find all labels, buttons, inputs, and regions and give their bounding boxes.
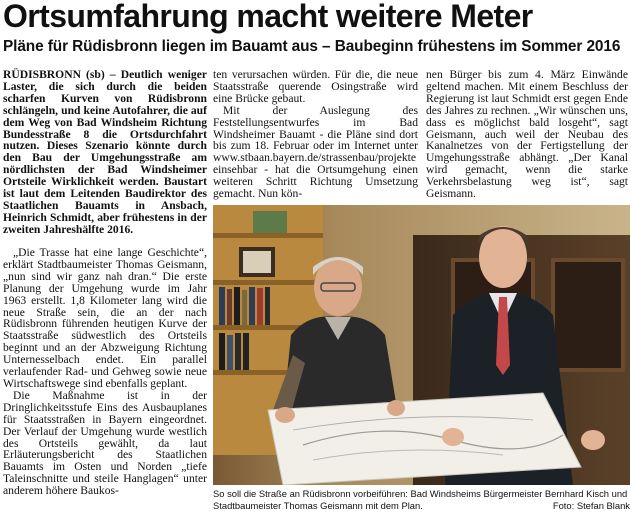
article-column-1-lead	[3, 69, 207, 236]
photo-illustration	[213, 205, 630, 485]
subheadline: Pläne für Rüdisbronn liegen im Bauamt aus – Baubeginn frühestens im Sommer 2016	[3, 38, 621, 55]
body-paragraph: „Die Trasse hat eine lange Geschichte“, erklärt Stadtbaumeister Thomas Geismann, „nun sind wir ganz nah dran.“ Die erste Planung der Umgehung wurde im Jahr 1963 erstellt. 1,8 Kilometer lang wird die neue Straße sein, die an der nach Rüdisbronn führenden heutigen Kurve der Staatsstraße südwestlich des Ortsteils beginnt und an der Abzweigung Richtung Unternesselbach endet. Ein parallel verlaufender Rad- und Gehweg sowie neue Wirtschaftswege sind ebenfalls geplant.	[3, 246, 207, 390]
lead-paragraph: RÜDISBRONN (sb) – Deutlich weniger Laster, die sich durch die beiden scharfen Kurven von Rüdisbronn schlängeln, und keine Autofahrer, die auf dem Weg von Bad Windsheim Richtung Bundesstraße 8 die Ortsdurchfahrt nutzen. Dieses Szenario könnte durch den Bau der Umgehungsstraße am nördlichsten der Bad Windsheimer Ortsteile Wirklichkeit werden. Baustart ist laut dem Leitenden Baudirektor des Staatlichen Bauamts in Ansbach, Heinrich Schmidt, aber frühestens in der zweiten Jahreshälfte 2016.	[3, 68, 207, 236]
body-paragraph: nen Bürger bis zum 4. März Einwände geltend machen. Mit einem Beschluss der Regierung ist laut Schmidt erst gegen Ende des Jahres zu rechnen. „Wir wünschen uns, dass es möglichst bald losgeht“, sagt Geismann, auch weil der Neubau des Kanalnetzes von der Fertigstellung der Umgehungsstraße abhängt. „Der Kanal wird gemacht, wenn die starke Verkehrsbelastung weg ist“, sagt Geismann.	[426, 68, 628, 201]
article-column-1	[3, 247, 207, 497]
body-paragraph: Die Maßnahme ist in der Dringlichkeitsstufe Eins des Ausbauplanes für Staatsstraßen in Bayern eingeordnet. Der Verlauf der Umgehung wurde westlich des Ortsteils gewählt, da laut Erläuterungsbericht des Staatlichen Bauamts im Osten und Norden „tiefe Taleinschnitte und steile Hanglagen“ unter anderem höhere Baukos-	[3, 388, 207, 498]
article-column-3	[426, 69, 628, 200]
article-photo	[213, 205, 630, 485]
photo-credit: Foto: Stefan Blank	[552, 500, 630, 511]
article-column-2	[213, 69, 418, 200]
body-paragraph: ten verursachen würden. Für die, die neue Staatsstraße querende Osingstraße wird eine Brücke gebaut.	[213, 68, 418, 105]
caption-text: So soll die Straße an Rüdisbronn vorbeiführen: Bad Windsheims Bürgermeister Bernhard Kisch und Stadtbaumeister Thomas Geismann mit dem Plan.	[213, 488, 628, 511]
body-paragraph: Mit der Auslegung des Feststellungsentwurfes im Bad Windsheimer Bauamt - die Pläne sind dort bis zum 18. Februar oder im Internet unter www.stbaan.bayern.de/strassenbau/projekte einsehbar - hat die Ortsumgehung einen weiteren Schritt Richtung Umsetzung gemacht. Nun kön-	[213, 103, 418, 201]
photo-caption	[213, 488, 630, 512]
headline: Ortsumfahrung macht weitere Meter	[3, 0, 533, 34]
